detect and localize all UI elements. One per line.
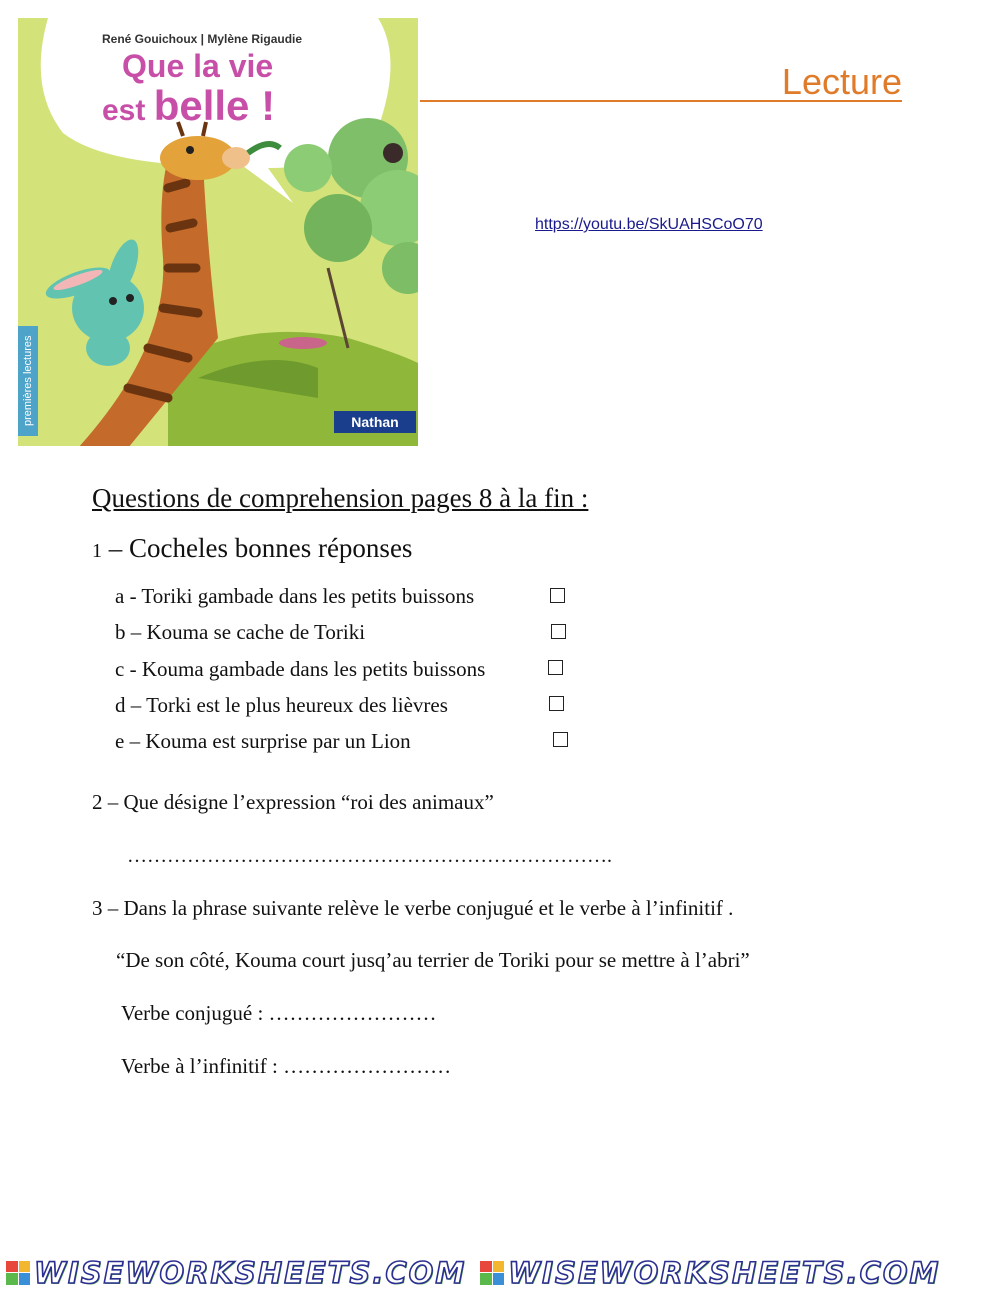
cover-authors: René Gouichoux | Mylène Rigaudie	[102, 32, 303, 46]
question-1-text: – Cocheles bonnes réponses	[102, 533, 413, 563]
cover-title-belle: belle !	[153, 82, 276, 129]
option-d-label: d – Torki est le plus heureux des lièvres	[115, 693, 448, 717]
option-a-checkbox[interactable]	[550, 588, 565, 603]
cover-title-line1: Que la vie	[122, 48, 274, 84]
watermark-text: WISEWORKSHEETS.COM	[34, 1255, 467, 1290]
option-d-checkbox[interactable]	[549, 696, 564, 711]
section-title: Questions de comprehension pages 8 à la fin :	[92, 483, 589, 513]
book-cover	[18, 18, 418, 446]
cover-title-line2	[102, 82, 275, 130]
watermark-logo-icon	[480, 1261, 504, 1285]
option-c-checkbox[interactable]	[548, 660, 563, 675]
cover-title-est: est	[102, 94, 154, 127]
question-3-text: 3 – Dans la phrase suivante relève le verbe conjugué et le verbe à l’infinitif .	[92, 896, 734, 920]
watermark-1	[6, 1256, 466, 1290]
verb-conjugue-answer[interactable]: Verbe conjugué : ……………………	[121, 1001, 437, 1025]
option-c-label: c - Kouma gambade dans les petits buissons	[115, 657, 486, 681]
option-e-label: e – Kouma est surprise par un Lion	[115, 729, 411, 753]
youtube-link[interactable]: https://youtu.be/SkUAHSCoO70	[535, 216, 763, 233]
question-2-text: 2 – Que désigne l’expression “roi des animaux”	[92, 790, 494, 814]
question-2-answer-line[interactable]: ……………………………………………………………….	[127, 845, 612, 867]
question-1-number: 1	[92, 540, 102, 562]
question-3-sentence: “De son côté, Kouma court jusq’au terrier de Toriki pour se mettre à l’abri”	[116, 948, 750, 972]
watermark-logo-icon	[6, 1261, 30, 1285]
cover-publisher-logo: Nathan	[334, 411, 416, 433]
option-b-checkbox[interactable]	[551, 624, 566, 639]
page-heading	[420, 62, 902, 102]
option-b-label: b – Kouma se cache de Toriki	[115, 620, 366, 644]
watermark-footer	[0, 1254, 1000, 1291]
verb-infinitif-answer[interactable]: Verbe à l’infinitif : ……………………	[121, 1054, 452, 1078]
option-e-checkbox[interactable]	[553, 732, 568, 747]
question-1-title	[92, 533, 412, 564]
watermark-2	[480, 1256, 940, 1290]
option-a-label: a - Toriki gambade dans les petits buissons	[115, 584, 475, 608]
watermark-text: WISEWORKSHEETS.COM	[508, 1255, 941, 1290]
cover-series-label: premières lectures	[18, 326, 38, 436]
page-title: Lecture	[781, 61, 902, 102]
